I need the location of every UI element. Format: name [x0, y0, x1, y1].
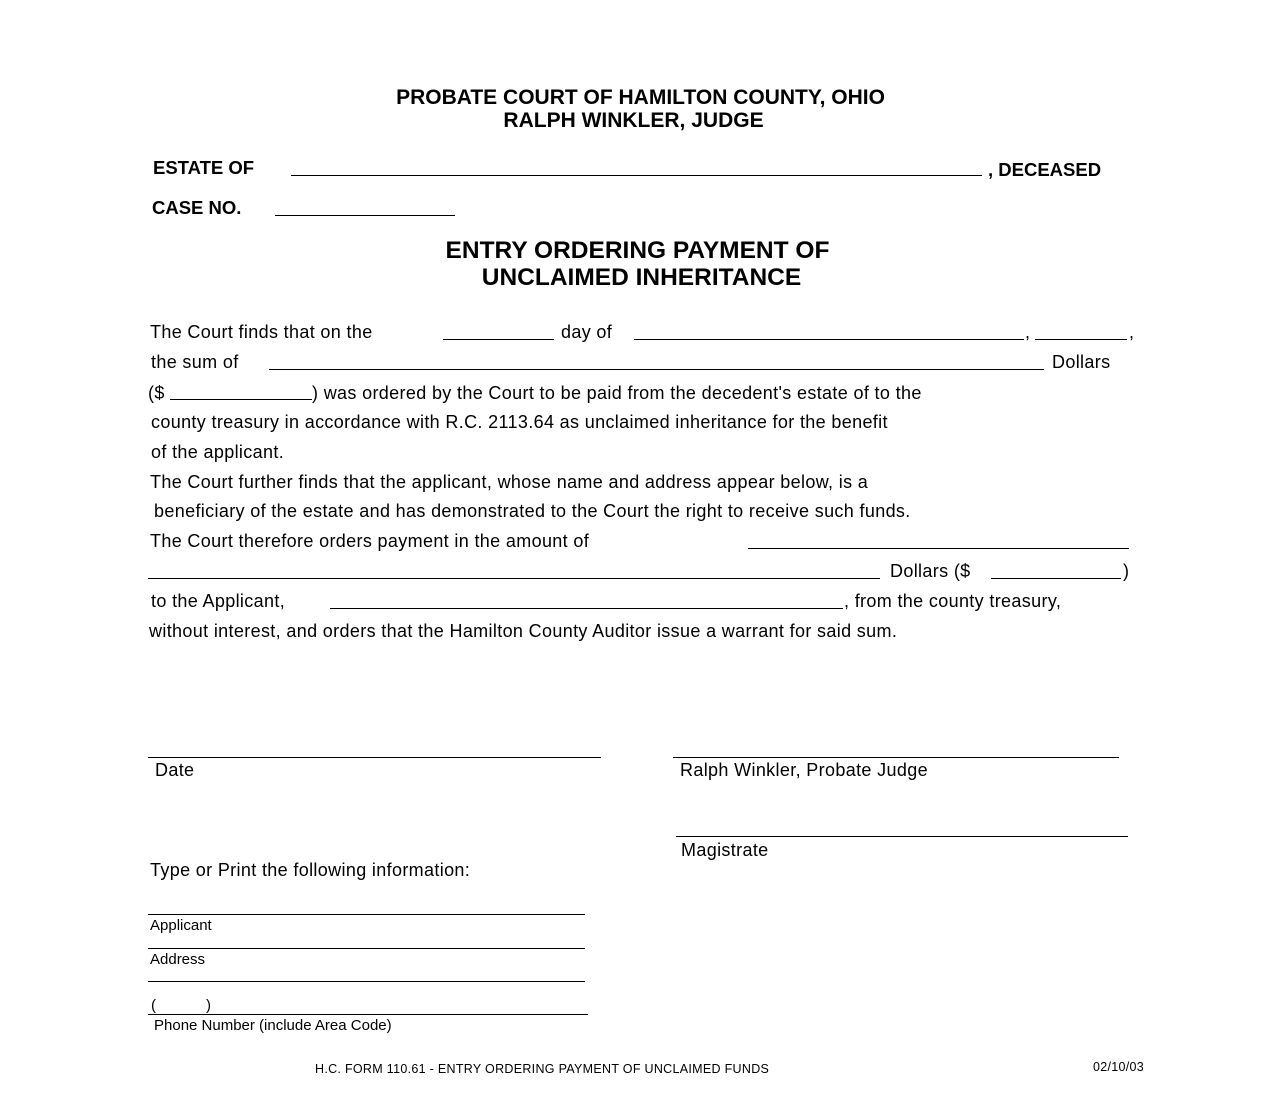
payment-words-field-2[interactable] [148, 578, 880, 579]
phone-field[interactable] [148, 1014, 588, 1015]
case-number-field[interactable] [275, 215, 455, 216]
judge-name: RALPH WINKLER, JUDGE [503, 109, 764, 132]
payment-words-field-1[interactable] [748, 548, 1129, 549]
dollar-open-text: ($ [148, 383, 165, 403]
judge-signature-label: Ralph Winkler, Probate Judge [680, 760, 928, 780]
magistrate-signature-line[interactable] [676, 836, 1128, 837]
day-field[interactable] [443, 339, 554, 340]
ordered-paid-text: ) was ordered by the Court to be paid from the decedent's estate of to the [312, 383, 922, 403]
beneficiary-text: beneficiary of the estate and has demonstrated to the Court the right to receive such funds. [154, 501, 911, 521]
dollars-open-text: Dollars ($ [890, 561, 971, 581]
address-field[interactable] [148, 948, 585, 949]
comma-text: , [1129, 322, 1135, 342]
from-treasury-text: , from the county treasury, [844, 591, 1062, 611]
month-field[interactable] [634, 339, 1024, 340]
phone-area-code-parens: ( ) [151, 997, 211, 1014]
applicant-label: Applicant [150, 917, 212, 934]
date-signature-line[interactable] [148, 757, 601, 758]
orders-payment-text: The Court therefore orders payment in the amount of [150, 531, 590, 551]
date-label: Date [155, 760, 195, 780]
form-title-line1: ENTRY ORDERING PAYMENT OF [445, 237, 830, 264]
sum-words-field[interactable] [269, 369, 1044, 370]
comma-text: , [1025, 322, 1031, 342]
judge-signature-line[interactable] [673, 757, 1119, 758]
applicant-field[interactable] [148, 914, 585, 915]
applicant-benefit-text: of the applicant. [151, 442, 285, 462]
further-finds-text: The Court further finds that the applicant, whose name and address appear below, is a [150, 472, 869, 492]
deceased-label: , DECEASED [988, 159, 1102, 180]
address-field-2[interactable] [148, 981, 585, 982]
treasury-text: county treasury in accordance with R.C. 2113.64 as unclaimed inheritance for the benefit [151, 412, 888, 432]
sum-amount-field[interactable] [170, 399, 312, 400]
dollars-text: Dollars [1052, 352, 1111, 372]
finding-date-text: The Court finds that on the [150, 322, 373, 342]
form-id: H.C. FORM 110.61 - ENTRY ORDERING PAYMENT OF UNCLAIMED FUNDS [315, 1062, 770, 1076]
warrant-text: without interest, and orders that the Hamilton County Auditor issue a warrant for said sum. [149, 621, 898, 641]
year-field[interactable] [1035, 339, 1127, 340]
revision-date: 02/10/03 [1093, 1060, 1145, 1074]
court-name: PROBATE COURT OF HAMILTON COUNTY, OHIO [396, 86, 885, 109]
applicant-name-field[interactable] [330, 608, 843, 609]
estate-name-field[interactable] [291, 175, 982, 176]
address-label: Address [150, 951, 206, 968]
to-applicant-text: to the Applicant, [151, 591, 286, 611]
case-no-label: CASE NO. [152, 197, 242, 218]
day-of-text: day of [561, 322, 613, 342]
type-print-instruction: Type or Print the following information: [150, 860, 471, 880]
magistrate-label: Magistrate [681, 840, 769, 860]
estate-of-label: ESTATE OF [153, 157, 255, 178]
payment-amount-field[interactable] [991, 578, 1121, 579]
paren-close-text: ) [1123, 561, 1130, 581]
phone-label: Phone Number (include Area Code) [154, 1017, 392, 1034]
sum-of-text: the sum of [151, 352, 239, 372]
form-title-line2: UNCLAIMED INHERITANCE [481, 264, 802, 291]
